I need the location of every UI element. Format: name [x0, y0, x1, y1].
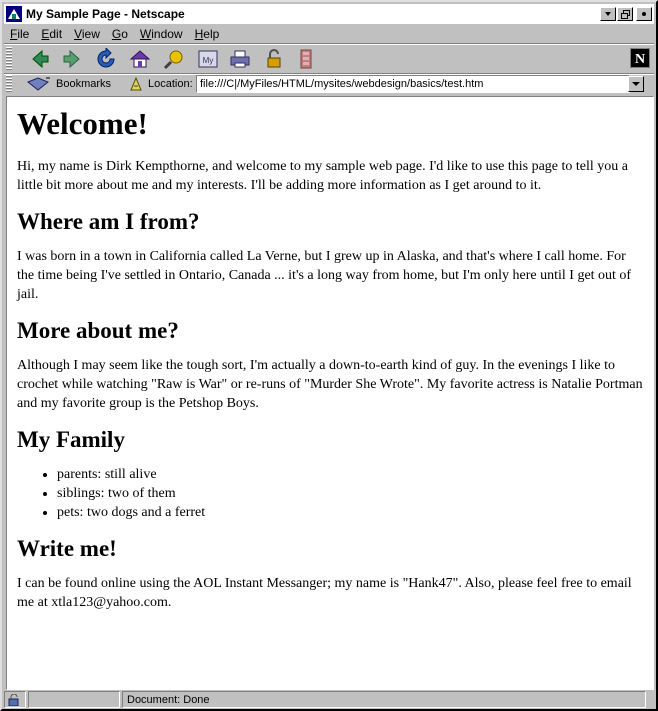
search-icon	[163, 48, 185, 70]
security-status[interactable]	[4, 691, 26, 708]
menu-view[interactable]: View	[74, 26, 100, 41]
location-url-input[interactable]: file:///C|/MyFiles/HTML/mysites/webdesign/basics/test.htm	[196, 75, 630, 93]
section-text-about: Although I may seem like the tough sort, I'm actually a down-to-earth kind of guy. In the evenings I like to crochet while watching "Raw is War" or re-runs of "Murder She Wrote". My favorite actress is Natalie Portman and my favorite group is the Petshop Boys.	[17, 358, 643, 411]
netscape-app-icon	[6, 6, 22, 22]
section-heading-about: More about me?	[17, 318, 179, 343]
page-proxy-icon[interactable]	[128, 76, 144, 92]
location-toolbar	[4, 74, 654, 94]
my-netscape-icon	[197, 48, 219, 70]
menu-file[interactable]: File	[10, 26, 30, 41]
stop-button[interactable]	[294, 47, 318, 71]
page-heading: Welcome!	[17, 106, 148, 141]
list-item: • pets: two dogs and a ferret	[57, 503, 643, 522]
bookmarks-button[interactable]	[26, 75, 111, 93]
home-icon	[129, 48, 151, 70]
page-content[interactable]	[6, 96, 654, 690]
back-button[interactable]	[28, 47, 52, 71]
minimize-icon	[604, 10, 612, 18]
section-heading-contact: Write me!	[17, 536, 117, 561]
menu-window[interactable]: Window	[139, 26, 183, 41]
window-title: My Sample Page - Netscape	[26, 7, 185, 21]
forward-button[interactable]	[60, 47, 84, 71]
reload-icon	[95, 48, 117, 70]
status-bar	[4, 691, 654, 709]
location-label: Location:	[148, 78, 193, 90]
section-text-origin: I was born in a town in California called La Verne, but I grew up in Alaska, and that's where I call home. For the time being I've settled in Ontario, Canada ... it's a long way from home, but I'm only here until I get out of jail.	[17, 249, 632, 302]
title-bar	[4, 4, 654, 24]
restore-button[interactable]	[617, 7, 633, 21]
menu-help[interactable]: Help	[194, 26, 220, 41]
stop-icon	[295, 48, 317, 70]
restore-icon	[621, 10, 630, 19]
section-text-contact: I can be found online using the AOL Instant Messanger; my name is "Hank47". Also, please feel free to email me at xtla123@yahoo.com.	[17, 576, 632, 610]
close-button[interactable]	[636, 7, 652, 21]
print-button[interactable]	[228, 47, 252, 71]
home-button[interactable]	[128, 47, 152, 71]
netscape-logo[interactable]	[630, 48, 650, 68]
location-dropdown-button[interactable]	[628, 76, 644, 92]
forward-icon	[61, 48, 83, 70]
close-icon	[640, 10, 648, 18]
security-button[interactable]	[262, 47, 286, 71]
navigation-toolbar	[4, 45, 654, 73]
security-icon	[263, 48, 285, 70]
toolbar-grip[interactable]	[6, 47, 12, 71]
svg-text:My: My	[202, 56, 214, 65]
lock-icon	[7, 694, 21, 706]
toolbar-grip[interactable]	[6, 75, 12, 93]
menu-bar	[4, 24, 654, 43]
section-heading-origin: Where am I from?	[17, 209, 200, 234]
location-label-group	[128, 75, 193, 93]
bookmarks-label: Bookmarks	[56, 78, 112, 90]
family-list	[17, 465, 643, 522]
netscape-n-icon	[631, 49, 649, 67]
my-netscape-button[interactable]	[196, 47, 220, 71]
menu-edit[interactable]: Edit	[41, 26, 63, 41]
svg-text:N: N	[634, 52, 646, 67]
list-item: • siblings: two of them	[57, 484, 643, 503]
chevron-down-icon	[632, 81, 640, 87]
intro-paragraph: Hi, my name is Dirk Kempthorne, and welcome to my sample web page. I'd like to use this page to tell you a little bit more about me and my interests. I'll be adding more information as I get around to it.	[17, 159, 628, 193]
bookmarks-icon	[26, 76, 52, 92]
back-icon	[29, 48, 51, 70]
progress-area	[28, 691, 120, 708]
status-text: Document: Done	[122, 691, 646, 708]
section-heading-family: My Family	[17, 427, 125, 452]
print-icon	[229, 48, 251, 70]
list-item: • parents: still alive	[57, 465, 643, 484]
reload-button[interactable]	[94, 47, 118, 71]
menu-go[interactable]: Go	[111, 26, 128, 41]
search-button[interactable]	[162, 47, 186, 71]
minimize-button[interactable]	[600, 7, 616, 21]
